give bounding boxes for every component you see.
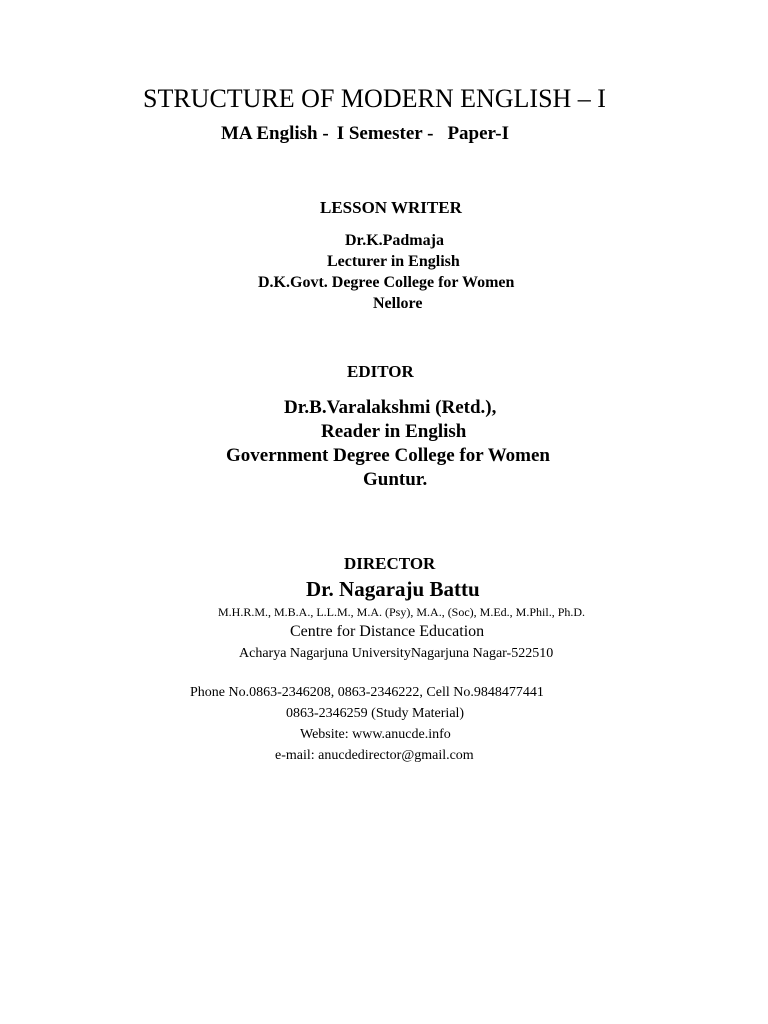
contact-phone: Phone No.0863-2346208, 0863-2346222, Cell No.9848477441: [190, 685, 544, 700]
director-name: Dr. Nagaraju Battu: [306, 577, 480, 601]
contact-study-material: 0863-2346259 (Study Material): [286, 706, 465, 721]
director-centre: Centre for Distance Education: [290, 623, 485, 640]
document-title: STRUCTURE OF MODERN ENGLISH – I: [143, 84, 606, 113]
lesson-writer-city: Nellore: [373, 295, 423, 312]
editor-heading: EDITOR: [347, 362, 414, 381]
document-subtitle: [221, 124, 509, 143]
subtitle-program: MA English -: [221, 123, 329, 144]
director-degrees: M.H.R.M., M.B.A., L.L.M., M.A. (Psy), M.A., (Soc), M.Ed., M.Phil., Ph.D.: [218, 605, 586, 619]
editor-college: Government Degree College for Women: [226, 445, 550, 466]
lesson-writer-heading: LESSON WRITER: [320, 198, 462, 217]
contact-website: Website: www.anucde.info: [300, 727, 451, 742]
contact-email: e-mail: anucdedirector@gmail.com: [275, 748, 474, 763]
editor-role: Reader in English: [321, 421, 467, 442]
subtitle-paper: Paper-I: [447, 123, 509, 144]
editor-city: Guntur.: [363, 469, 428, 490]
director-heading: DIRECTOR: [344, 554, 436, 573]
editor-name: Dr.B.Varalakshmi (Retd.),: [284, 397, 497, 418]
lesson-writer-name: Dr.K.Padmaja: [345, 232, 444, 249]
subtitle-semester: I Semester -: [336, 123, 434, 144]
lesson-writer-college: D.K.Govt. Degree College for Women: [258, 274, 515, 291]
director-address: Acharya Nagarjuna UniversityNagarjuna Nagar-522510: [239, 646, 554, 661]
lesson-writer-role: Lecturer in English: [327, 253, 460, 270]
